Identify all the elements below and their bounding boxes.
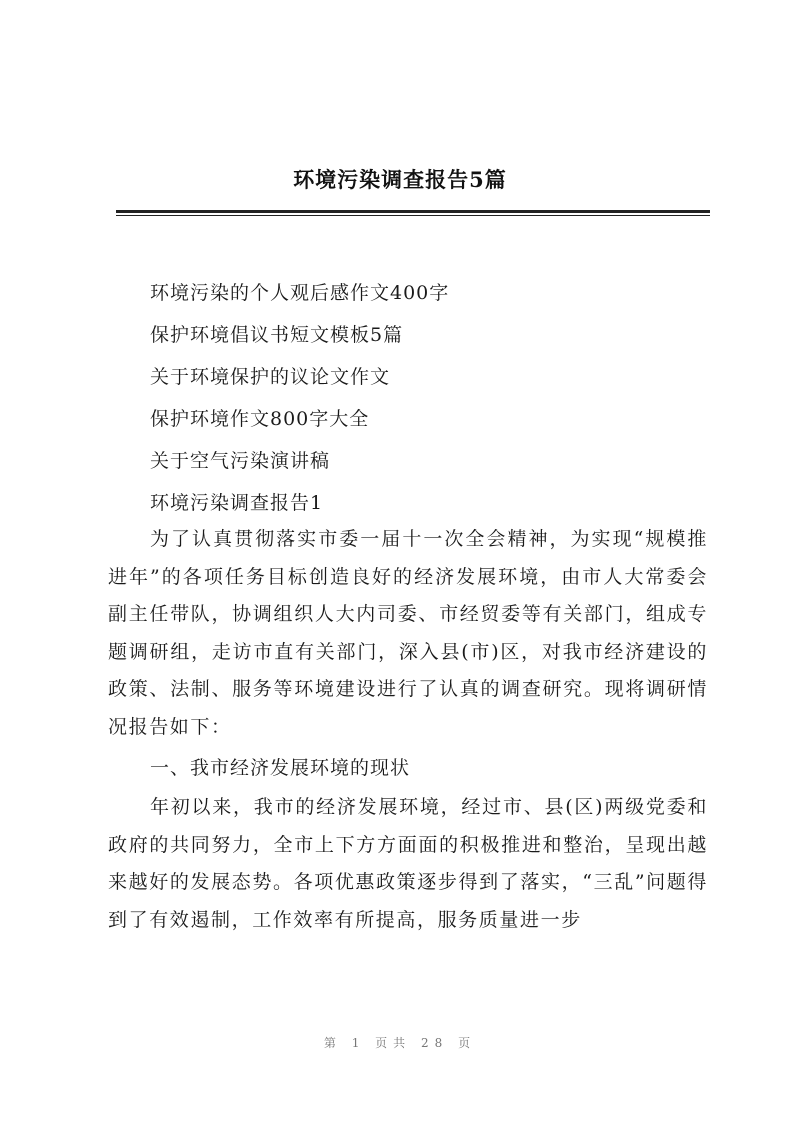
title-rule [116, 210, 710, 213]
body-paragraph: 年初以来，我市的经济发展环境，经过市、县(区)两级党委和政府的共同努力，全市上下方方面面的积极推进和整治，呈现出越来越好的发展态势。各项优惠政策逐步得到了落实，“三乱”问题得到了有效遏制，工作效率有所提高，服务质量进一步 [108, 796, 708, 931]
toc-item: 保护环境作文800字大全 [150, 408, 370, 430]
toc-item: 关于环境保护的议论文作文 [150, 366, 391, 388]
toc-list [150, 272, 449, 482]
sub-heading: 一、我市经济发展环境的现状 [150, 757, 411, 779]
title-rule-thin [116, 215, 710, 216]
toc-item: 环境污染的个人观后感作文400字 [150, 282, 450, 304]
section-heading: 环境污染调查报告1 [150, 492, 324, 514]
document-title: 环境污染调查报告5篇 [293, 167, 507, 192]
page-footer: 第 1 页共 28 页 [323, 1036, 477, 1050]
toc-item: 保护环境倡议书短文模板5篇 [150, 324, 404, 346]
body-paragraph: 为了认真贯彻落实市委一届十一次全会精神，为实现“规模推进年”的各项任务目标创造良好的经济发展环境，由市人大常委会副主任带队，协调组织人大内司委、市经贸委等有关部门，组成专题调研组，走访市直有关部门，深入县(市)区，对我市经济建设的政策、法制、服务等环境建设进行了认真的调查研究。现将调研情况报告如下： [108, 528, 708, 738]
toc-item: 关于空气污染演讲稿 [150, 450, 331, 472]
